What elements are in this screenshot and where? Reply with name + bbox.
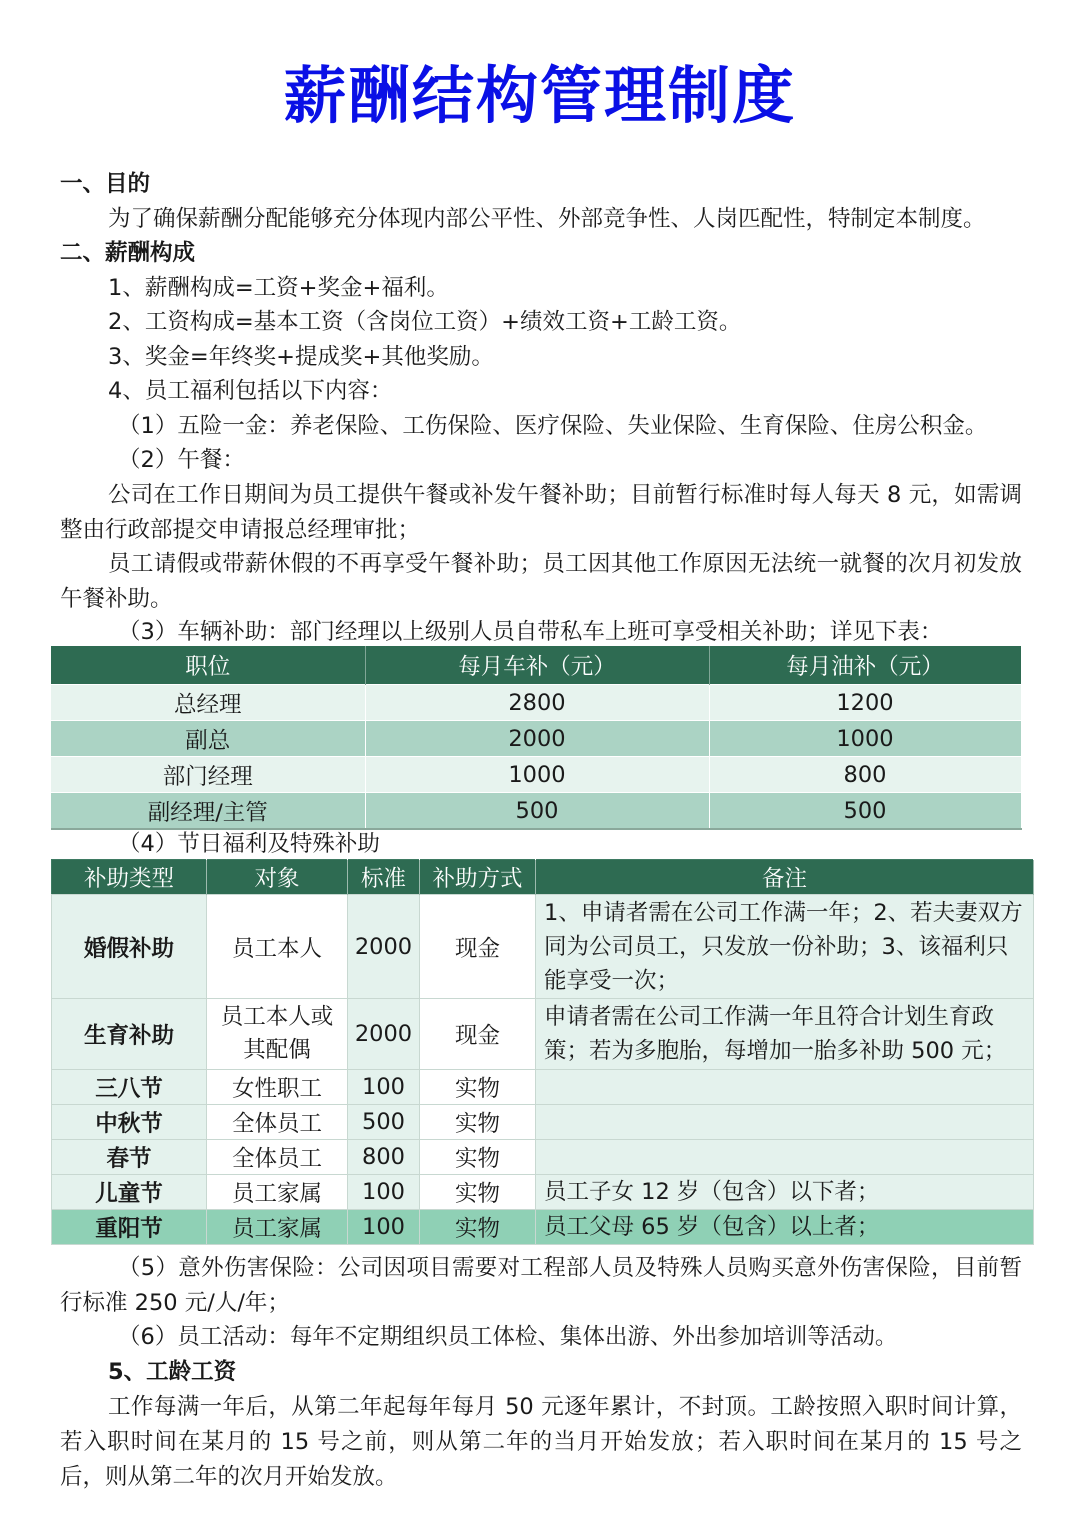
table-row (52, 999, 1034, 1070)
type-cell: 儿童节 (52, 1175, 207, 1210)
method-cell: 实物 (420, 1210, 536, 1245)
note-cell: 员工父母 65 岁（包含）以上者； (536, 1210, 1034, 1245)
table-row (51, 685, 1021, 721)
purpose-text: 为了确保薪酬分配能够充分体现内部公平性、外部竞争性、人岗匹配性，特制定本制度。 (108, 206, 986, 232)
type-cell: 婚假补助 (52, 895, 207, 999)
composition-item: 1、薪酬构成=工资+奖金+福利。 (108, 275, 449, 301)
fuel-subsidy-cell: 500 (709, 793, 1021, 830)
seniority-paragraph: 工作每满一年后，从第二年起每年每月 50 元逐年累计，不封顶。工龄按照入职时间计算，若入职时间在某月的 15 号之前，则从第二年的当月开始发放；若入职时间在某月的 15 号之后，则从第二年的次月开始发放。 (60, 1394, 1022, 1490)
standard-cell: 2000 (348, 999, 420, 1070)
composition-item: 2、工资构成=基本工资（含岗位工资）+绩效工资+工龄工资。 (108, 309, 742, 335)
table-row (52, 1105, 1034, 1140)
table-row (52, 895, 1034, 999)
column-header: 补助方式 (420, 860, 536, 895)
lunch-paragraph-2: 员工请假或带薪休假的不再享受午餐补助；员工因其他工作原因无法统一就餐的次月初发放午餐补助。 (60, 551, 1022, 612)
table-header-row (51, 646, 1021, 685)
column-header: 标准 (348, 860, 420, 895)
car-subsidy-cell: 2000 (365, 721, 709, 757)
table-header-row (52, 860, 1034, 895)
type-cell: 重阳节 (52, 1210, 207, 1245)
car-subsidy-cell: 500 (365, 793, 709, 830)
note-cell (536, 1070, 1034, 1105)
table-row (52, 1070, 1034, 1105)
fuel-subsidy-cell: 1000 (709, 721, 1021, 757)
type-cell: 三八节 (52, 1070, 207, 1105)
column-header: 每月油补（元） (709, 646, 1021, 685)
standard-cell: 100 (348, 1210, 420, 1245)
note-cell: 员工子女 12 岁（包含）以下者； (536, 1175, 1034, 1210)
note-cell: 1、申请者需在公司工作满一年；2、若夫妻双方同为公司员工，只发放一份补助；3、该福利只能享受一次； (536, 895, 1034, 999)
type-cell: 春节 (52, 1140, 207, 1175)
type-cell: 生育补助 (52, 999, 207, 1070)
holiday-subsidy-table (51, 859, 1034, 1245)
page-title: 薪酬结构管理制度 (283, 59, 796, 132)
welfare-item-lunch: （2）午餐： (118, 447, 245, 473)
method-cell: 实物 (420, 1175, 536, 1210)
lunch-paragraph-1: 公司在工作日期间为员工提供午餐或补发午餐补助；目前暂行标准时每人每天 8 元，如需调整由行政部提交申请报总经理审批； (60, 482, 1022, 543)
welfare-item-vehicle: （3）车辆补助：部门经理以上级别人员自带私车上班可享受相关补助；详见下表： (118, 619, 943, 645)
method-cell: 实物 (420, 1140, 536, 1175)
type-cell: 中秋节 (52, 1105, 207, 1140)
welfare-item-insurance: （1）五险一金：养老保险、工伤保险、医疗保险、失业保险、生育保险、住房公积金。 (118, 413, 988, 439)
position-cell: 副总 (51, 721, 365, 757)
target-cell: 员工本人 (207, 895, 348, 999)
target-cell: 女性职工 (207, 1070, 348, 1105)
fuel-subsidy-cell: 1200 (709, 685, 1021, 721)
car-subsidy-cell: 2800 (365, 685, 709, 721)
standard-cell: 100 (348, 1175, 420, 1210)
fuel-subsidy-cell: 800 (709, 757, 1021, 793)
standard-cell: 800 (348, 1140, 420, 1175)
welfare-item-activities: （6）员工活动：每年不定期组织员工体检、集体出游、外出参加培训等活动。 (118, 1324, 898, 1350)
method-cell: 实物 (420, 1070, 536, 1105)
welfare-item-holiday: （4）节日福利及特殊补助 (118, 831, 380, 857)
item-seniority-heading: 5、工龄工资 (108, 1359, 237, 1385)
section-heading-purpose: 一、目的 (60, 171, 151, 197)
column-header: 对象 (207, 860, 348, 895)
standard-cell: 500 (348, 1105, 420, 1140)
welfare-item-accident-insurance: （5）意外伤害保险：公司因项目需要对工程部人员及特殊人员购买意外伤害保险，目前暂行标准 250 元/人/年； (60, 1255, 1022, 1316)
table-row (52, 1210, 1034, 1245)
method-cell: 现金 (420, 895, 536, 999)
car-subsidy-cell: 1000 (365, 757, 709, 793)
target-cell: 全体员工 (207, 1140, 348, 1175)
table-row (52, 1175, 1034, 1210)
target-cell: 员工家属 (207, 1175, 348, 1210)
method-cell: 现金 (420, 999, 536, 1070)
note-cell (536, 1140, 1034, 1175)
note-cell (536, 1105, 1034, 1140)
position-cell: 部门经理 (51, 757, 365, 793)
method-cell: 实物 (420, 1105, 536, 1140)
position-cell: 副经理/主管 (51, 793, 365, 830)
composition-item: 3、奖金=年终奖+提成奖+其他奖励。 (108, 344, 494, 370)
target-cell: 全体员工 (207, 1105, 348, 1140)
target-cell: 员工本人或其配偶 (207, 999, 348, 1070)
position-cell: 总经理 (51, 685, 365, 721)
table-row (52, 1140, 1034, 1175)
standard-cell: 100 (348, 1070, 420, 1105)
standard-cell: 2000 (348, 895, 420, 999)
column-header: 备注 (536, 860, 1034, 895)
table-row (51, 793, 1021, 830)
column-header: 职位 (51, 646, 365, 685)
target-cell: 员工家属 (207, 1210, 348, 1245)
section-heading-composition: 二、薪酬构成 (60, 240, 196, 266)
table-row (51, 721, 1021, 757)
column-header: 每月车补（元） (365, 646, 709, 685)
table-row (51, 757, 1021, 793)
composition-item: 4、员工福利包括以下内容： (108, 378, 393, 404)
vehicle-subsidy-table (51, 646, 1022, 830)
column-header: 补助类型 (52, 860, 207, 895)
note-cell: 申请者需在公司工作满一年且符合计划生育政策；若为多胞胎，每增加一胎多补助 500 元； (536, 999, 1034, 1070)
